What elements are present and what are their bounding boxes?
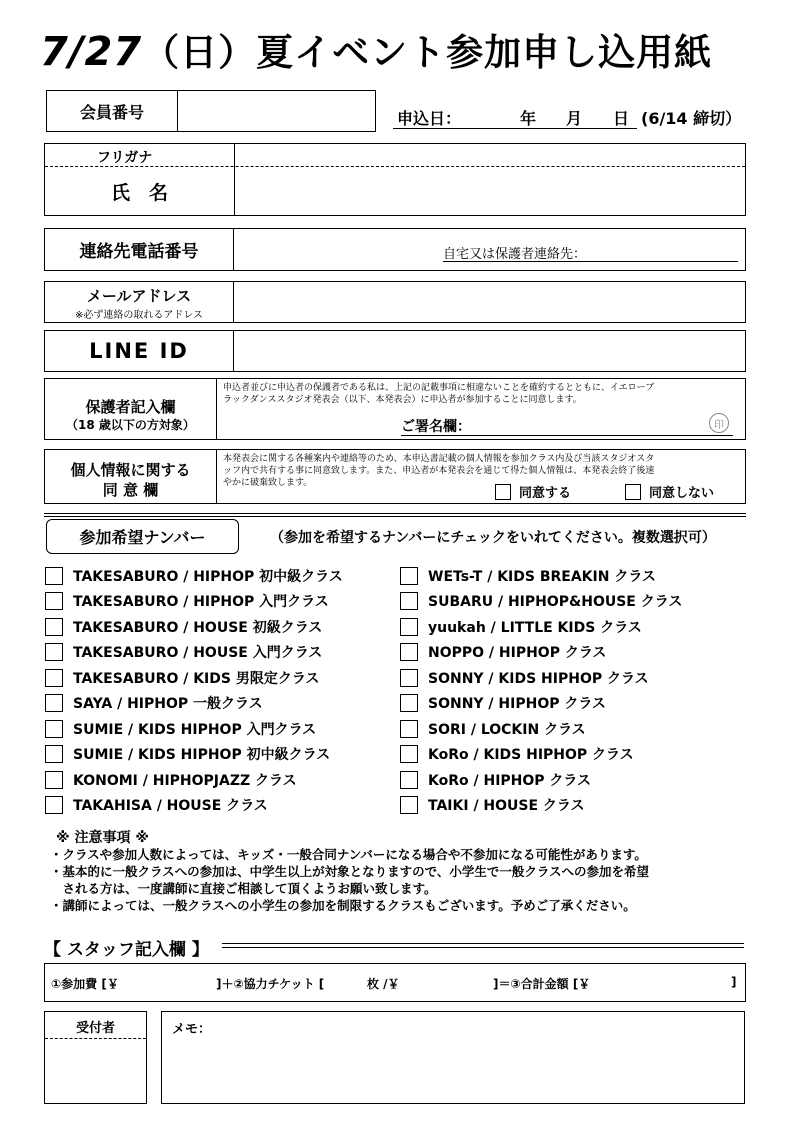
guardian-sub-label: （18 歳以下の方対象） (66, 418, 195, 432)
number-label: NOPPO / HIPHOP クラス (428, 645, 607, 661)
application-month[interactable]: 月 (566, 109, 583, 128)
line-id-box (44, 330, 746, 372)
number-item[interactable] (45, 744, 330, 764)
title-day: （日） (142, 31, 257, 74)
number-label: SUBARU / HIPHOP&HOUSE クラス (428, 594, 683, 610)
memo-field[interactable] (222, 1016, 740, 1099)
number-checkbox[interactable] (400, 771, 418, 789)
number-item[interactable] (400, 719, 586, 739)
note-line: される方は、一度講師に直接ご相談して頂くようお願い致します。 (50, 881, 437, 896)
notes-heading: ※ 注意事項 ※ (56, 830, 149, 846)
line-id-label: LINE ID (45, 331, 234, 371)
number-label: SUMIE / KIDS HIPHOP 入門クラス (73, 722, 317, 738)
phone-sub-label: 自宅又は保護者連絡先： (443, 247, 587, 262)
number-item[interactable] (400, 617, 642, 637)
application-day[interactable]: 日 (613, 109, 630, 128)
line-id-field[interactable] (235, 331, 745, 371)
furigana-label: フリガナ (97, 150, 153, 166)
privacy-text-1: 本発表会に関する各種案内や連絡等のため、本申込書記載の個人情報を参加クラス内及び当該スタジオスタ (223, 454, 655, 464)
email-field[interactable] (235, 282, 745, 322)
number-checkbox[interactable] (400, 592, 418, 610)
number-label: TAKESABURO / HIPHOP 初中級クラス (73, 569, 343, 585)
number-item[interactable] (45, 668, 319, 688)
receptionist-box (44, 1011, 147, 1104)
number-item[interactable] (45, 719, 316, 739)
number-checkbox[interactable] (45, 720, 63, 738)
name-box (44, 143, 746, 216)
number-checkbox[interactable] (45, 771, 63, 789)
disagree-checkbox[interactable] (625, 484, 641, 500)
section-divider (44, 513, 746, 514)
number-label: KoRo / KIDS HIPHOP クラス (428, 747, 634, 763)
receptionist-label: 受付者 (75, 1021, 115, 1036)
privacy-label-1: 個人情報に関する (70, 461, 191, 479)
phone-label: 連絡先電話番号 (45, 229, 234, 270)
number-label: TAKAHISA / HOUSE クラス (73, 798, 268, 814)
fee-label-3: 枚 /￥ (367, 977, 400, 991)
title-date: 7/27 (40, 29, 143, 75)
number-item[interactable] (45, 642, 322, 662)
title-main: 夏イベント参加申し込用紙 (256, 31, 713, 74)
note-line: ・講師によっては、一般クラスへの小学生の参加を制限するクラスもございます。予めご了承ください。 (50, 898, 636, 913)
number-label: SUMIE / KIDS HIPHOP 初中級クラス (73, 747, 331, 763)
number-item[interactable] (400, 591, 682, 611)
number-item[interactable] (45, 693, 263, 713)
privacy-label-2: 同 意 欄 (102, 481, 159, 499)
number-label: TAKESABURO / HIPHOP 入門クラス (73, 594, 329, 610)
number-checkbox[interactable] (45, 796, 63, 814)
number-label: SORI / LOCKIN クラス (428, 722, 586, 738)
number-label: TAIKI / HOUSE クラス (428, 798, 585, 814)
number-item[interactable] (45, 617, 322, 637)
number-checkbox[interactable] (45, 592, 63, 610)
number-label: yuukah / LITTLE KIDS クラス (428, 620, 642, 636)
fee-label-2: ]＋②協力チケット [ (216, 977, 325, 991)
member-number-field[interactable] (178, 91, 375, 131)
name-field[interactable] (235, 167, 745, 215)
number-checkbox[interactable] (400, 796, 418, 814)
number-checkbox[interactable] (45, 745, 63, 763)
number-item[interactable] (45, 566, 343, 586)
privacy-text-2: ッフ内で共有する事に同意致します。また、申込者が本発表会を通じて得た個人情報は、本発表会終了後速 (223, 466, 655, 476)
guardian-text-2: ラックダンススタジオ発表会（以下、本発表会）に申込者が参加することに同意します。 (223, 395, 582, 405)
email-box (44, 281, 746, 323)
receptionist-field[interactable] (45, 1039, 146, 1103)
guardian-text-1: 申込者並びに申込者の保護者である私は、上記の記載事項に相違ないことを確約するとともに、イエローブ (223, 383, 655, 393)
privacy-box (44, 449, 746, 504)
furigana-field[interactable] (235, 144, 745, 166)
memo-box (161, 1011, 745, 1104)
privacy-text-3: やかに破棄致します。 (223, 478, 313, 488)
numbers-instruction: （参加を希望するナンバーにチェックをいれてください。複数選択可） (270, 530, 716, 546)
notes-list (50, 846, 649, 914)
number-checkbox[interactable] (400, 618, 418, 636)
agree-checkbox[interactable] (495, 484, 511, 500)
email-label: メールアドレス (86, 287, 192, 305)
number-checkbox[interactable] (400, 567, 418, 585)
seal-icon: 印 (709, 413, 729, 433)
number-checkbox[interactable] (400, 643, 418, 661)
name-label: 氏 名 (110, 181, 168, 204)
number-item[interactable] (45, 591, 329, 611)
number-checkbox[interactable] (45, 694, 63, 712)
phone-field[interactable] (605, 237, 735, 259)
note-line: ・基本的に一般クラスへの参加は、中学生以上が対象となりますので、小学生で一般クラスへの参加を希望 (50, 864, 650, 879)
signature-field[interactable] (485, 415, 705, 435)
number-item[interactable] (45, 795, 268, 815)
number-label: SONNY / HIPHOP クラス (428, 696, 606, 712)
number-checkbox[interactable] (400, 720, 418, 738)
number-item[interactable] (400, 744, 634, 764)
number-item[interactable] (400, 642, 606, 662)
number-checkbox[interactable] (400, 745, 418, 763)
application-date-underline (393, 128, 637, 129)
numbers-tab: 参加希望ナンバー (46, 519, 239, 554)
number-item[interactable] (400, 693, 606, 713)
number-checkbox[interactable] (45, 643, 63, 661)
phone-box (44, 228, 746, 271)
note-line: ・クラスや参加人数によっては、キッズ・一般合同ナンバーになる場合や不参加になる可能性があります。 (50, 847, 647, 862)
member-number-box (46, 90, 376, 132)
ticket-fee-field[interactable] (410, 970, 490, 994)
disagree-label: 同意しない (649, 486, 715, 501)
staff-heading: 【 スタッフ記入欄 】 (44, 940, 209, 960)
number-checkbox[interactable] (45, 618, 63, 636)
number-label: TAKESABURO / HOUSE 初級クラス (73, 620, 323, 636)
guardian-label: 保護者記入欄 (85, 398, 176, 416)
fee-label-5: ] (731, 975, 737, 989)
number-checkbox[interactable] (45, 669, 63, 687)
number-item[interactable] (45, 770, 297, 790)
number-label: TAKESABURO / KIDS 男限定クラス (73, 671, 320, 687)
number-checkbox[interactable] (400, 669, 418, 687)
number-label: TAKESABURO / HOUSE 入門クラス (73, 645, 323, 661)
guardian-box (44, 378, 746, 440)
number-item[interactable] (400, 566, 656, 586)
number-item[interactable] (400, 770, 591, 790)
ticket-count-field[interactable] (343, 970, 367, 994)
number-label: KoRo / HIPHOP クラス (428, 773, 591, 789)
participation-fee-field[interactable] (130, 970, 210, 994)
fee-box (44, 963, 746, 1002)
fee-label-1: ①参加費 [￥ (51, 977, 119, 991)
number-label: WETs-T / KIDS BREAKIN クラス (428, 569, 656, 585)
deadline-text: (6/14 締切） (641, 109, 742, 128)
memo-label: メモ： (172, 1022, 212, 1037)
page-title (40, 22, 712, 76)
number-item[interactable] (400, 668, 649, 688)
signature-label: ご署名欄： (401, 419, 471, 435)
number-label: KONOMI / HIPHOPJAZZ クラス (73, 773, 297, 789)
number-label: SAYA / HIPHOP 一般クラス (73, 696, 263, 712)
number-checkbox[interactable] (45, 567, 63, 585)
member-number-label: 会員番号 (47, 91, 178, 131)
total-fee-field[interactable] (605, 970, 725, 994)
number-checkbox[interactable] (400, 694, 418, 712)
application-date-label: 申込日： (397, 109, 462, 128)
agree-label: 同意する (519, 486, 572, 501)
application-year[interactable]: 年 (520, 109, 537, 128)
number-item[interactable] (400, 795, 585, 815)
number-label: SONNY / KIDS HIPHOP クラス (428, 671, 649, 687)
email-note: ※必ず連絡の取れるアドレス (74, 310, 204, 321)
fee-label-4: ]＝③合計金額 [￥ (493, 977, 591, 991)
